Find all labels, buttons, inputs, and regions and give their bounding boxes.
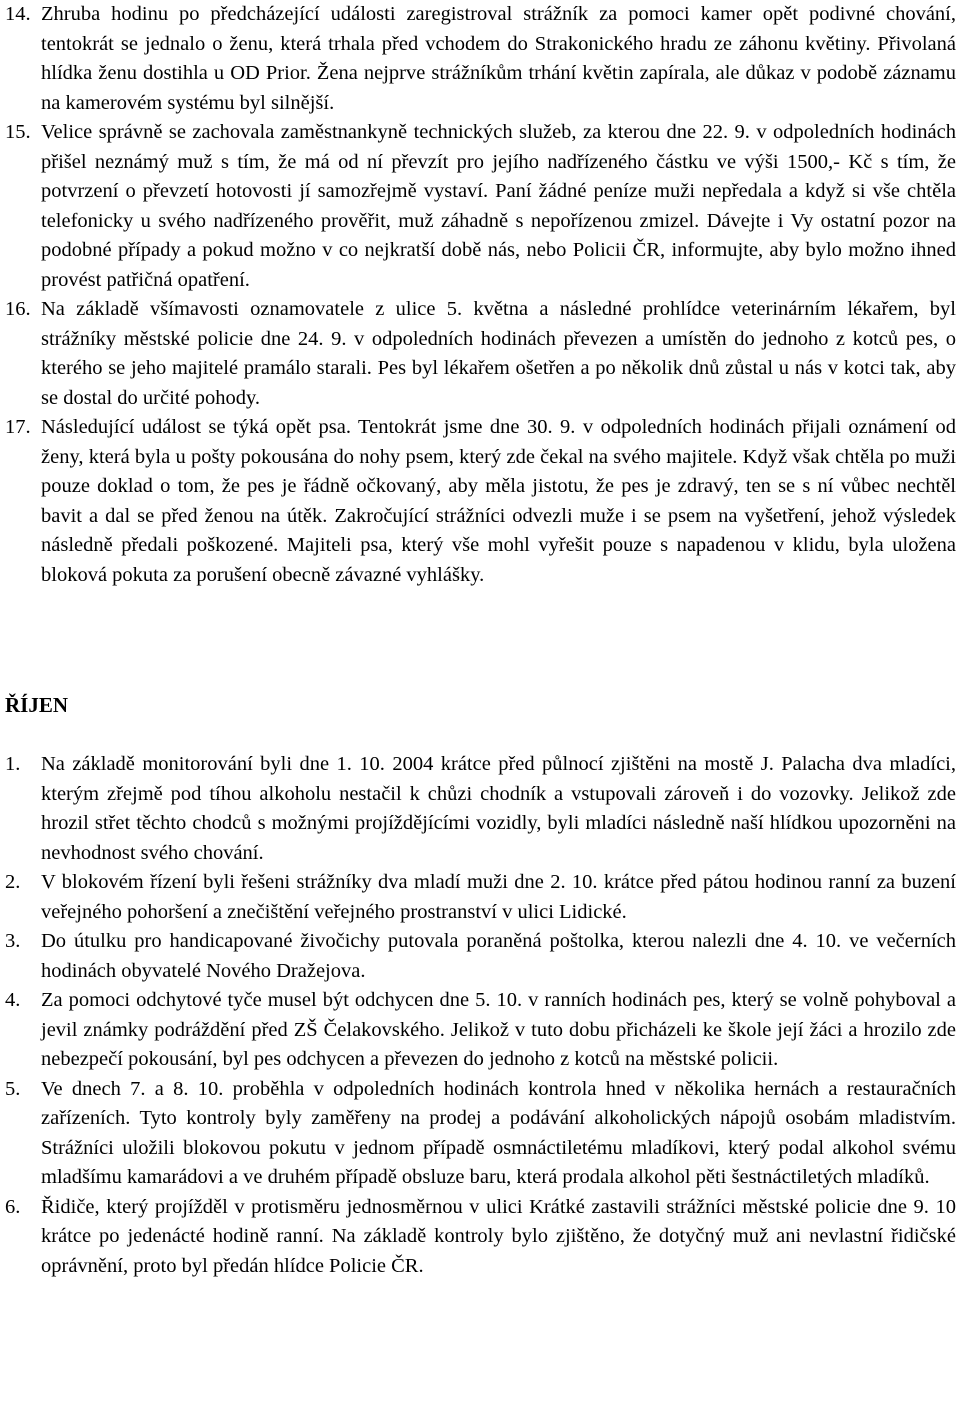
item-number: 2. xyxy=(5,871,21,893)
list-item-16 xyxy=(0,295,960,413)
list-item-15 xyxy=(0,118,960,295)
item-text: Do útulku pro handicapované živočichy putovala poraněná poštolka, kterou nalezli dne 4. 10. ve večerních hodinách obyvatelé Nového Dražejova. xyxy=(41,930,956,982)
item-text: Následující událost se týká opět psa. Tentokrát jsme dne 30. 9. v odpoledních hodinách přijali oznámení od ženy, která byla u pošty pokousána do nohy psem, který zde čekal na svého majitele. Když však chtěla po muži pouze doklad o tom, že pes je řádně očkovaný, aby měla jistotu, že pes je zdravý, ten se s ní vůbec nechtěl bavit a dal se před ženou na útěk. Zakročující strážníci odvezli muže i se psem na vyšetření, jehož výsledek následně předali poškozené. Majiteli psa, který vše mohl vyřešit pouze s napadenou v klidu, byla uložena bloková pokuta za porušení obecně závazné vyhlášky. xyxy=(41,416,956,586)
item-number: 5. xyxy=(5,1077,21,1100)
item-number: 3. xyxy=(5,930,21,952)
list-item-6 xyxy=(0,1193,960,1282)
list-item-14 xyxy=(0,0,960,118)
item-number: 15. xyxy=(5,121,31,143)
list-item-5 xyxy=(0,1075,960,1193)
list-item-3 xyxy=(0,927,960,986)
section-heading-october: ŘÍJEN xyxy=(5,693,69,717)
item-number: 14. xyxy=(5,3,31,25)
item-text: Zhruba hodinu po předcházející události zaregistroval strážník za pomoci kamer opět podivné chování, tentokrát se jednalo o ženu, která trhala před vchodem do Strakonického hradu ze záhonu květiny. Přivolaná hlídka ženu dostihla u OD Prior. Žena nejprve strážníkům trhání květin zapírala, ale důkaz v podobě záznamu na kamerovém systému byl silnější. xyxy=(41,3,956,114)
item-text: V blokovém řízení byli řešeni strážníky dva mladí muži dne 2. 10. krátce před pátou hodinou ranní za buzení veřejného pohoršení a znečištění veřejného prostranství v ulici Lidické. xyxy=(41,871,956,923)
list-item-1 xyxy=(0,750,960,868)
item-number: 17. xyxy=(5,416,31,438)
item-text: Velice správně se zachovala zaměstnankyně technických služeb, za kterou dne 22. 9. v odpoledních hodinách přišel neznámý muž s tím, že má od ní převzít pro jejího nadřízeného částku ve výši 1500,- Kč s tím, že potvrzení o převzetí hotovosti jí samozřejmě vystaví. Paní žádné peníze muži nepředala a když si vše chtěla telefonicky u svého nadřízeného prověřit, muž záhadně s nepořízenou zmizel. Dávejte i Vy ostatní pozor na podobné případy a pokud možno v co nejkratší době nás, nebo Policii ČR, informujte, aby bylo možno ihned provést patřičná opatření. xyxy=(41,121,956,291)
item-text: Řidiče, který projížděl v protisměru jednosměrnou v ulici Krátké zastavili strážníci městské policie dne 9. 10 krátce po jedenácté hodině ranní. Na základě kontroly bylo zjištěno, že dotyčný muž ani nevlastní řidičské oprávnění, proto byl předán hlídce Policie ČR. xyxy=(41,1195,956,1277)
september-list xyxy=(0,0,960,590)
october-list xyxy=(0,750,960,1281)
list-item-4 xyxy=(0,986,960,1075)
item-number: 1. xyxy=(5,753,21,775)
item-number: 4. xyxy=(5,989,21,1011)
item-text: Na základě všímavosti oznamovatele z ulice 5. května a následné prohlídce veterinárním lékařem, byl strážníky městské policie dne 24. 9. v odpoledních hodinách převezen a umístěn do jednoho z kotců pes, o kterého se jeho majitelé pramálo starali. Pes byl lékařem ošetřen a po několik dnů zůstal u nás v kotci tak, aby se dostal do určité pohody. xyxy=(41,298,956,409)
item-number: 16. xyxy=(5,298,31,320)
item-text: Ve dnech 7. a 8. 10. proběhla v odpoledních hodinách kontrola hned v několika hernách a restauračních zařízeních. Tyto kontroly byly zaměřeny na prodej a podávání alkoholických nápojů osobám mladistvím. Strážníci uložili blokovou pokutu v jednom případě osmnáctiletému mladíkovi, který podal alkohol svému mladšímu kamarádovi a ve druhém případě obsluze baru, která prodala alkohol pěti šestnáctiletých mladíků. xyxy=(41,1077,956,1188)
item-number: 6. xyxy=(5,1195,21,1218)
item-text: Na základě monitorování byli dne 1. 10. 2004 krátce před půlnocí zjištěni na mostě J. Palacha dva mladíci, kterým zřejmě pod tíhou alkoholu nestačil k chůzi chodník a vstupovali zároveň i do vozovky. Jelikož zde hrozil střet těchto chodců s možnými projíždějícími vozidly, byli mladíci následně naší hlídkou upozorněni na nevhodnost svého chování. xyxy=(41,753,956,864)
item-text: Za pomoci odchytové tyče musel být odchycen dne 5. 10. v ranních hodinách pes, který se volně pohyboval a jevil známky podráždění před ZŠ Čelakovského. Jelikož v tuto dobu přicházeli ke škole její žáci a hrozilo zde nebezpečí pokousání, byl pes odchycen a převezen do jednoho z kotců na městské policii. xyxy=(41,989,956,1070)
list-item-17 xyxy=(0,413,960,590)
list-item-2 xyxy=(0,868,960,927)
